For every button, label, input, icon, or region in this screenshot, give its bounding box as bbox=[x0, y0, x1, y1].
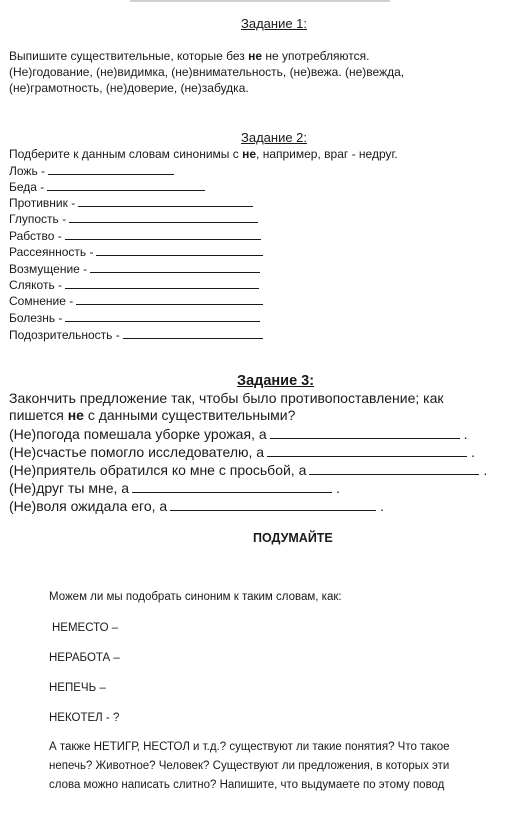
top-divider bbox=[130, 0, 390, 2]
think-paragraph-line1: А также НЕТИГР, НЕСТОЛ и т.д.? существуют ли такие понятия? Что такое bbox=[49, 741, 450, 753]
task1-heading: Задание 1: bbox=[241, 16, 308, 31]
answer-line[interactable] bbox=[65, 310, 260, 322]
answer-line[interactable] bbox=[132, 479, 332, 493]
task3-heading: Задание 3: bbox=[237, 373, 315, 389]
synonym-row-protivnik: Противник - bbox=[9, 195, 253, 211]
sentence-row-volya: (Не)воля ожидала его, а . bbox=[9, 498, 385, 514]
sentence-row-priyatel: (Не)приятель обратился ко мне с просьбой, а . bbox=[9, 462, 488, 478]
answer-line[interactable] bbox=[65, 277, 259, 289]
think-word-nerabota: НЕРАБОТА – bbox=[49, 652, 120, 664]
synonym-row-rasseyannost: Рассеянность - bbox=[9, 244, 263, 260]
synonym-row-beda: Беда - bbox=[9, 179, 205, 195]
think-word-nemesto: НЕМЕСТО – bbox=[52, 622, 119, 634]
sentence-row-schastye: (Не)счастье помогло исследователю, а . bbox=[9, 444, 475, 460]
answer-line[interactable] bbox=[69, 211, 258, 223]
synonym-row-glupost: Глупость - bbox=[9, 211, 258, 227]
think-paragraph-line3: слова можно написать слитно? Напишите, что выдумаете по этому повод bbox=[49, 779, 445, 791]
task2-heading: Задание 2: bbox=[241, 130, 308, 145]
synonym-row-podozritelnost: Подозрительность - bbox=[9, 327, 263, 343]
task1-words-line2: (не)грамотность, (не)доверие, (не)забудка. bbox=[9, 81, 249, 95]
answer-line[interactable] bbox=[267, 443, 467, 457]
synonym-row-slyakot: Слякоть - bbox=[9, 277, 259, 293]
answer-line[interactable] bbox=[96, 244, 263, 256]
task1-words-line1: (Не)годование, (не)видимка, (не)внимательность, (не)вежа. (не)вежда, bbox=[9, 65, 405, 79]
task3-instruction-line1: Закончить предложение так, чтобы было противопоставление; как bbox=[9, 390, 444, 406]
synonym-row-lozh: Ложь - bbox=[9, 163, 174, 179]
synonym-row-vozmushchenie: Возмущение - bbox=[9, 261, 260, 277]
task3-instruction-line2: пишется не с данными существительными? bbox=[9, 407, 296, 423]
synonym-row-bolezn: Болезнь - bbox=[9, 310, 260, 326]
sentence-row-pogoda: (Не)погода помешала уборке урожая, а . bbox=[9, 426, 468, 442]
think-paragraph bbox=[49, 738, 531, 795]
answer-line[interactable] bbox=[47, 179, 205, 191]
synonym-row-somnenie: Сомнение - bbox=[9, 293, 263, 309]
task1-instruction: Выпишите существительные, которые без не не употребляются. bbox=[9, 49, 370, 63]
synonym-row-rabstvo: Рабство - bbox=[9, 228, 261, 244]
answer-line[interactable] bbox=[48, 163, 174, 175]
think-question: Можем ли мы подобрать синоним к таким словам, как: bbox=[49, 591, 342, 603]
answer-line[interactable] bbox=[309, 461, 479, 475]
answer-line[interactable] bbox=[65, 228, 261, 240]
answer-line[interactable] bbox=[123, 327, 263, 339]
think-heading: ПОДУМАЙТЕ bbox=[253, 531, 333, 545]
answer-line[interactable] bbox=[78, 195, 253, 207]
sentence-row-drug: (Не)друг ты мне, а . bbox=[9, 480, 340, 496]
answer-line[interactable] bbox=[90, 261, 260, 273]
answer-line[interactable] bbox=[270, 425, 460, 439]
task2-instruction: Подберите к данным словам синонимы с не, например, враг - недруг. bbox=[9, 147, 398, 161]
think-word-nekotel: НЕКОТЕЛ - ? bbox=[49, 712, 120, 724]
answer-line[interactable] bbox=[170, 497, 376, 511]
answer-line[interactable] bbox=[76, 293, 263, 305]
think-paragraph-line2: непечь? Животное? Человек? Существуют ли предложения, в которых эти bbox=[49, 760, 450, 772]
think-word-nepech: НЕПЕЧЬ – bbox=[49, 682, 106, 694]
